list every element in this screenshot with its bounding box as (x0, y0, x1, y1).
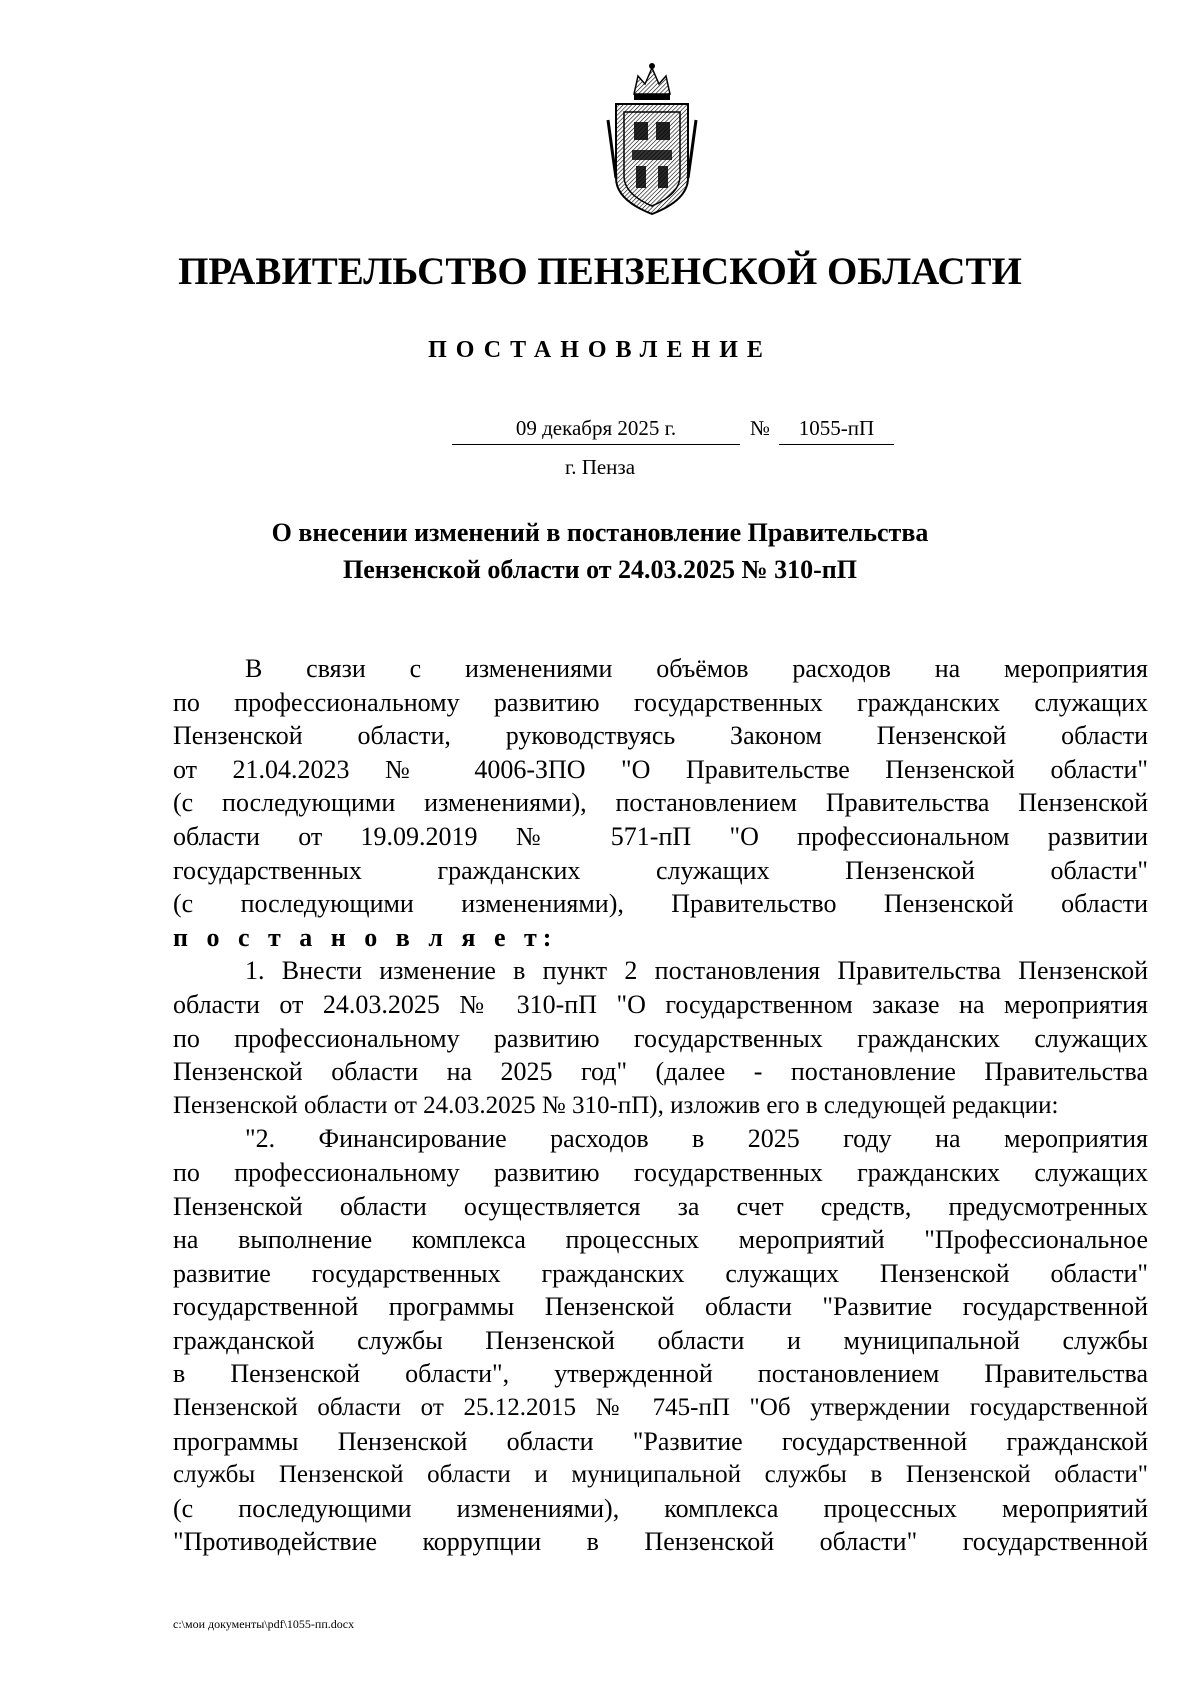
city: г. Пенза (564, 455, 636, 479)
file-path-footer: c:\мои документы\pdf\1055-пп.docx (173, 1617, 355, 1631)
body-line: программы Пензенской области "Развитие государственной гражданской (173, 1426, 1148, 1456)
resolves-word: п о с т а н о в л я е т: (173, 922, 558, 952)
body-line: В связи с изменениями объёмов расходов на мероприятия (245, 654, 1148, 683)
body-line: области от 19.09.2019 № 571-пП "О профессиональном развитии (173, 821, 1148, 851)
subject-line-2: Пензенской области от 24.03.2025 № 310-пП (342, 555, 858, 584)
number-sign: № (749, 416, 771, 440)
body-line: Пензенской области от 25.12.2015 № 745-пП "Об утверждении государственной (173, 1394, 1148, 1422)
body-line: Пензенской области на 2025 год" (далее - постановление Правительства (173, 1057, 1148, 1087)
body-line: развитие государственных гражданских служащих Пензенской области" (173, 1258, 1148, 1288)
body-line: в Пензенской области", утвержденной постановлением Правительства (173, 1359, 1148, 1389)
body-line: (с последующими изменениями), Правительство Пензенской области (173, 889, 1148, 919)
body-line: государственных гражданских служащих Пензенской области" (173, 855, 1148, 885)
body-line: Пензенской области от 24.03.2025 № 310-пП), изложив его в следующей редакции: (173, 1091, 1059, 1119)
body-line: области от 24.03.2025 № 310-пП "О государственном заказе на мероприятия (173, 989, 1148, 1019)
document-subject (0, 514, 1200, 588)
body-line: на выполнение комплекса процессных мероприятий "Профессиональное (173, 1225, 1148, 1255)
body-line: службы Пензенской области и муниципальной службы в Пензенской области" (173, 1461, 1148, 1489)
body-line: (с последующими изменениями), постановлением Правительства Пензенской (173, 788, 1148, 818)
body-line: государственной программы Пензенской области "Развитие государственной (173, 1292, 1148, 1322)
body-line: Пензенской области, руководствуясь Законом Пензенской области (173, 721, 1148, 751)
body-line: 1. Внести изменение в пункт 2 постановления Правительства Пензенской (245, 956, 1148, 986)
body-line: "2. Финансирование расходов в 2025 году на мероприятия (245, 1124, 1148, 1154)
document-type: ПОСТАНОВЛЕНИЕ (428, 337, 772, 363)
body-line: гражданской службы Пензенской области и муниципальной службы (173, 1325, 1148, 1355)
body-line: (с последующими изменениями), комплекса процессных мероприятий (173, 1493, 1148, 1523)
government-title: ПРАВИТЕЛЬСТВО ПЕНЗЕНСКОЙ ОБЛАСТИ (178, 250, 1022, 293)
subject-line-1: О внесении изменений в постановление Правительства (271, 518, 929, 547)
body-line: "Противодействие коррупции в Пензенской области" государственной (173, 1527, 1148, 1557)
document-body (173, 652, 1148, 1559)
body-line: Пензенской области осуществляется за счет средств, предусмотренных (173, 1191, 1148, 1221)
decree-date: 09 декабря 2025 г. (452, 412, 740, 445)
body-line: по профессиональному развитию государственных гражданских служащих (173, 1023, 1148, 1053)
body-line: по профессиональному развитию государственных гражданских служащих (173, 687, 1148, 717)
date-number-line (0, 412, 1200, 444)
body-line: от 21.04.2023 № 4006-ЗПО "О Правительстве Пензенской области" (173, 754, 1148, 784)
body-line: по профессиональному развитию государственных гражданских служащих (173, 1157, 1148, 1187)
coat-of-arms-icon (604, 60, 700, 220)
decree-number: 1055-пП (779, 412, 894, 445)
